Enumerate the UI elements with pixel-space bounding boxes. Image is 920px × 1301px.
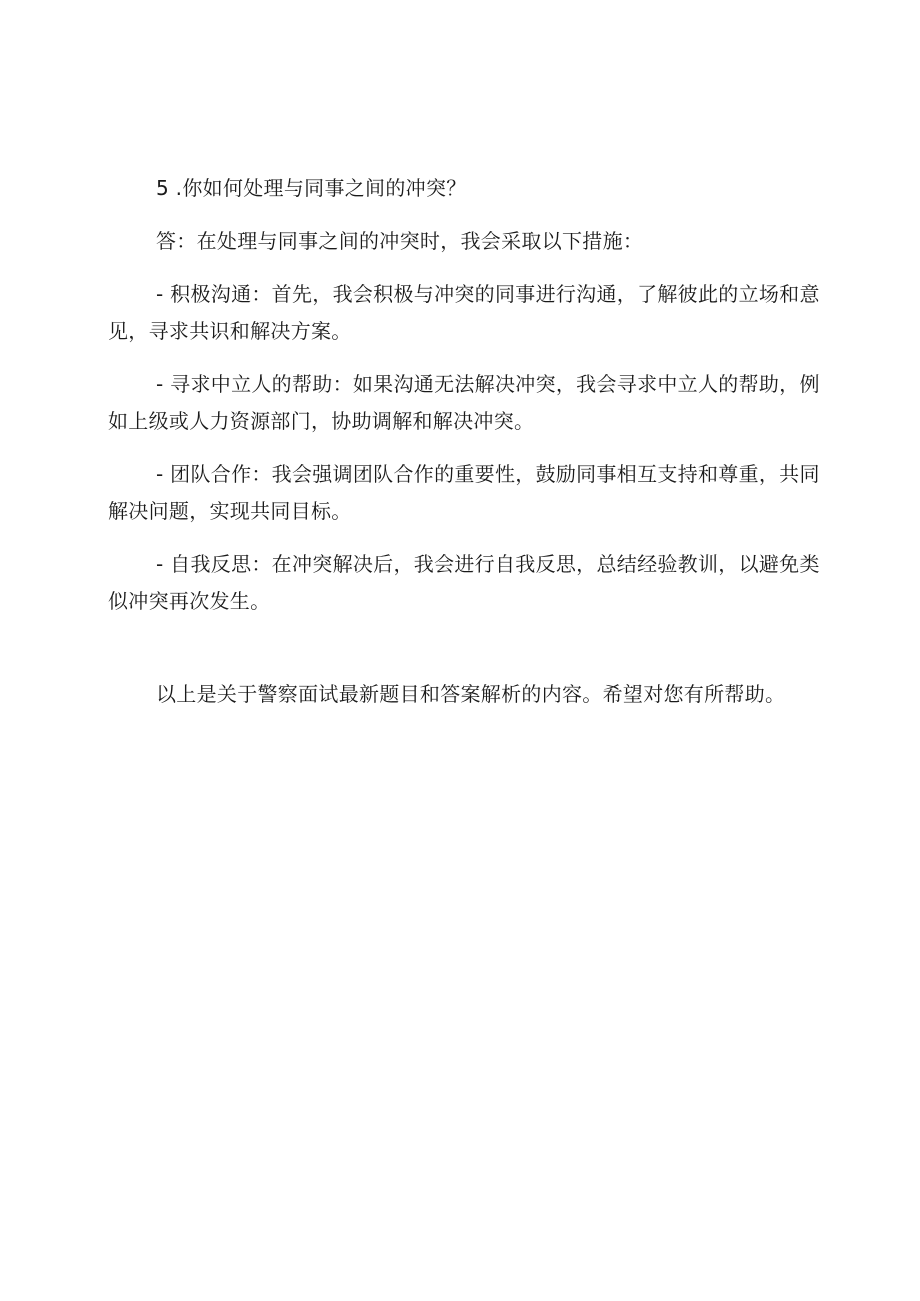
answer-item-self-reflection: - 自我反思：在冲突解决后，我会进行自我反思，总结经验教训，以避免类似冲突再次发生。 <box>108 552 820 613</box>
answer-item-teamwork: - 团队合作：我会强调团队合作的重要性，鼓励同事相互支持和尊重，共同解决问题，实现共同目标。 <box>108 462 820 523</box>
document-body <box>108 170 820 713</box>
answer-item-neutral-help: - 寻求中立人的帮助：如果沟通无法解决冲突，我会寻求中立人的帮助，例如上级或人力资源部门，协助调解和解决冲突。 <box>108 372 820 433</box>
closing-paragraph: 以上是关于警察面试最新题目和答案解析的内容。希望对您有所帮助。 <box>156 682 786 706</box>
answer-intro: 答：在处理与同事之间的冲突时，我会采取以下措施： <box>156 229 644 253</box>
answer-item-communication: - 积极沟通：首先，我会积极与冲突的同事进行沟通，了解彼此的立场和意见，寻求共识和解决方案。 <box>108 282 820 343</box>
question-heading: 5 .你如何处理与同事之间的冲突？ <box>156 176 467 200</box>
